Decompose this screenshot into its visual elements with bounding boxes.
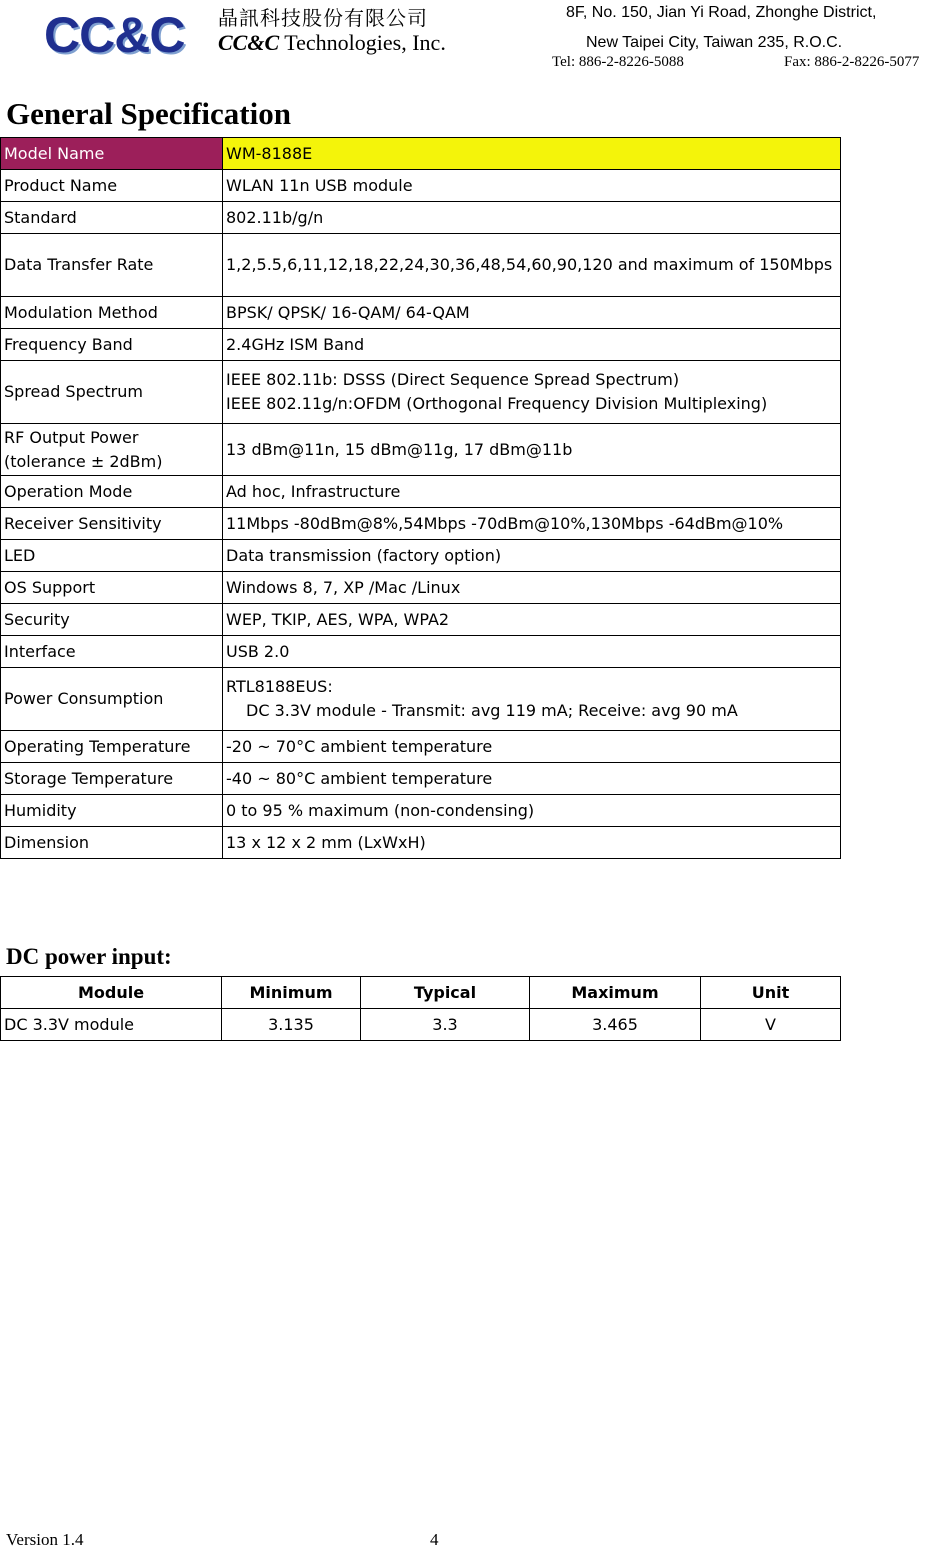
spec-value: 802.11b/g/n — [223, 202, 841, 234]
spec-value: -40 ~ 80°C ambient temperature — [223, 763, 841, 795]
table-row — [1, 731, 841, 763]
table-row — [1, 476, 841, 508]
table-row — [1, 329, 841, 361]
table-row — [1, 540, 841, 572]
table-row — [1, 572, 841, 604]
table-row — [1, 763, 841, 795]
spec-key: Security — [1, 604, 223, 636]
spec-key: Interface — [1, 636, 223, 668]
table-header-row — [1, 977, 841, 1009]
spec-value: WM-8188E — [223, 138, 841, 170]
spec-value: USB 2.0 — [223, 636, 841, 668]
company-logo: CC&C — [44, 7, 185, 63]
spec-key: Standard — [1, 202, 223, 234]
column-header: Module — [1, 977, 222, 1009]
table-row — [1, 604, 841, 636]
table-cell: V — [701, 1009, 841, 1041]
table-cell: 3.3 — [361, 1009, 530, 1041]
version-label: Version 1.4 — [6, 1530, 84, 1549]
spec-value — [223, 361, 841, 424]
spec-value: 0 to 95 % maximum (non-condensing) — [223, 795, 841, 827]
spec-value — [223, 668, 841, 731]
table-cell: DC 3.3V module — [1, 1009, 222, 1041]
column-header: Typical — [361, 977, 530, 1009]
spec-value: Ad hoc, Infrastructure — [223, 476, 841, 508]
spec-table — [0, 137, 841, 859]
table-row — [1, 795, 841, 827]
spec-key: Spread Spectrum — [1, 361, 223, 424]
spec-value: -20 ~ 70°C ambient temperature — [223, 731, 841, 763]
table-row — [1, 234, 841, 297]
table-cell: 3.135 — [222, 1009, 361, 1041]
column-header: Unit — [701, 977, 841, 1009]
spec-value: WEP, TKIP, AES, WPA, WPA2 — [223, 604, 841, 636]
table-row — [1, 424, 841, 476]
company-name-chinese: 晶訊科技股份有限公司 — [218, 6, 428, 30]
spec-key: Receiver Sensitivity — [1, 508, 223, 540]
spec-key: OS Support — [1, 572, 223, 604]
spec-key — [1, 424, 223, 476]
spec-value: BPSK/ QPSK/ 16-QAM/ 64-QAM — [223, 297, 841, 329]
spec-key: Operation Mode — [1, 476, 223, 508]
spec-key-line: (tolerance ± 2dBm) — [4, 451, 163, 471]
company-brand: CC&C — [218, 30, 280, 55]
spec-key: Model Name — [1, 138, 223, 170]
spec-value: 11Mbps -80dBm@8%,54Mbps -70dBm@10%,130Mbps -64dBm@10% — [223, 508, 841, 540]
spec-key: Humidity — [1, 795, 223, 827]
spec-value-line: IEEE 802.11b: DSSS (Direct Sequence Spread Spectrum) — [226, 370, 680, 389]
spec-value-line: IEEE 802.11g/n:OFDM (Orthogonal Frequency Division Multiplexing) — [226, 394, 768, 413]
spec-key: Product Name — [1, 170, 223, 202]
spec-key: LED — [1, 540, 223, 572]
spec-value: 1,2,5.5,6,11,12,18,22,24,30,36,48,54,60,90,120 and maximum of 150Mbps — [223, 234, 841, 297]
table-cell: 3.465 — [530, 1009, 701, 1041]
spec-value: Data transmission (factory option) — [223, 540, 841, 572]
spec-value: 2.4GHz ISM Band — [223, 329, 841, 361]
spec-key-line: RF Output Power — [4, 427, 139, 447]
page-number: 4 — [430, 1530, 439, 1549]
spec-value: 13 x 12 x 2 mm (LxWxH) — [223, 827, 841, 859]
letterhead — [0, 0, 927, 80]
dc-power-title: DC power input: — [6, 944, 172, 969]
dc-power-table — [0, 976, 841, 1041]
table-row — [1, 297, 841, 329]
spec-key: Data Transfer Rate — [1, 234, 223, 297]
company-name-english — [218, 30, 446, 56]
table-row — [1, 1009, 841, 1041]
table-row — [1, 361, 841, 424]
table-row — [1, 636, 841, 668]
spec-key: Power Consumption — [1, 668, 223, 731]
spec-value-line: RTL8188EUS: — [226, 677, 333, 696]
spec-key: Frequency Band — [1, 329, 223, 361]
address-line-1: 8F, No. 150, Jian Yi Road, Zhonghe District, — [566, 4, 877, 21]
table-row — [1, 170, 841, 202]
telephone: Tel: 886-2-8226-5088 — [552, 54, 684, 70]
column-header: Maximum — [530, 977, 701, 1009]
table-row — [1, 138, 841, 170]
spec-value: WLAN 11n USB module — [223, 170, 841, 202]
address-line-2: New Taipei City, Taiwan 235, R.O.C. — [586, 34, 843, 51]
company-name-rest: Technologies, Inc. — [279, 30, 446, 55]
spec-value: Windows 8, 7, XP /Mac /Linux — [223, 572, 841, 604]
table-row — [1, 202, 841, 234]
spec-title: General Specification — [6, 96, 291, 131]
spec-key: Operating Temperature — [1, 731, 223, 763]
spec-value-line: DC 3.3V module - Transmit: avg 119 mA; Receive: avg 90 mA — [246, 701, 738, 720]
table-row — [1, 827, 841, 859]
fax: Fax: 886-2-8226-5077 — [784, 54, 920, 70]
spec-key: Dimension — [1, 827, 223, 859]
column-header: Minimum — [222, 977, 361, 1009]
table-row — [1, 508, 841, 540]
spec-key: Modulation Method — [1, 297, 223, 329]
spec-key: Storage Temperature — [1, 763, 223, 795]
table-row — [1, 668, 841, 731]
spec-value: 13 dBm@11n, 15 dBm@11g, 17 dBm@11b — [223, 424, 841, 476]
